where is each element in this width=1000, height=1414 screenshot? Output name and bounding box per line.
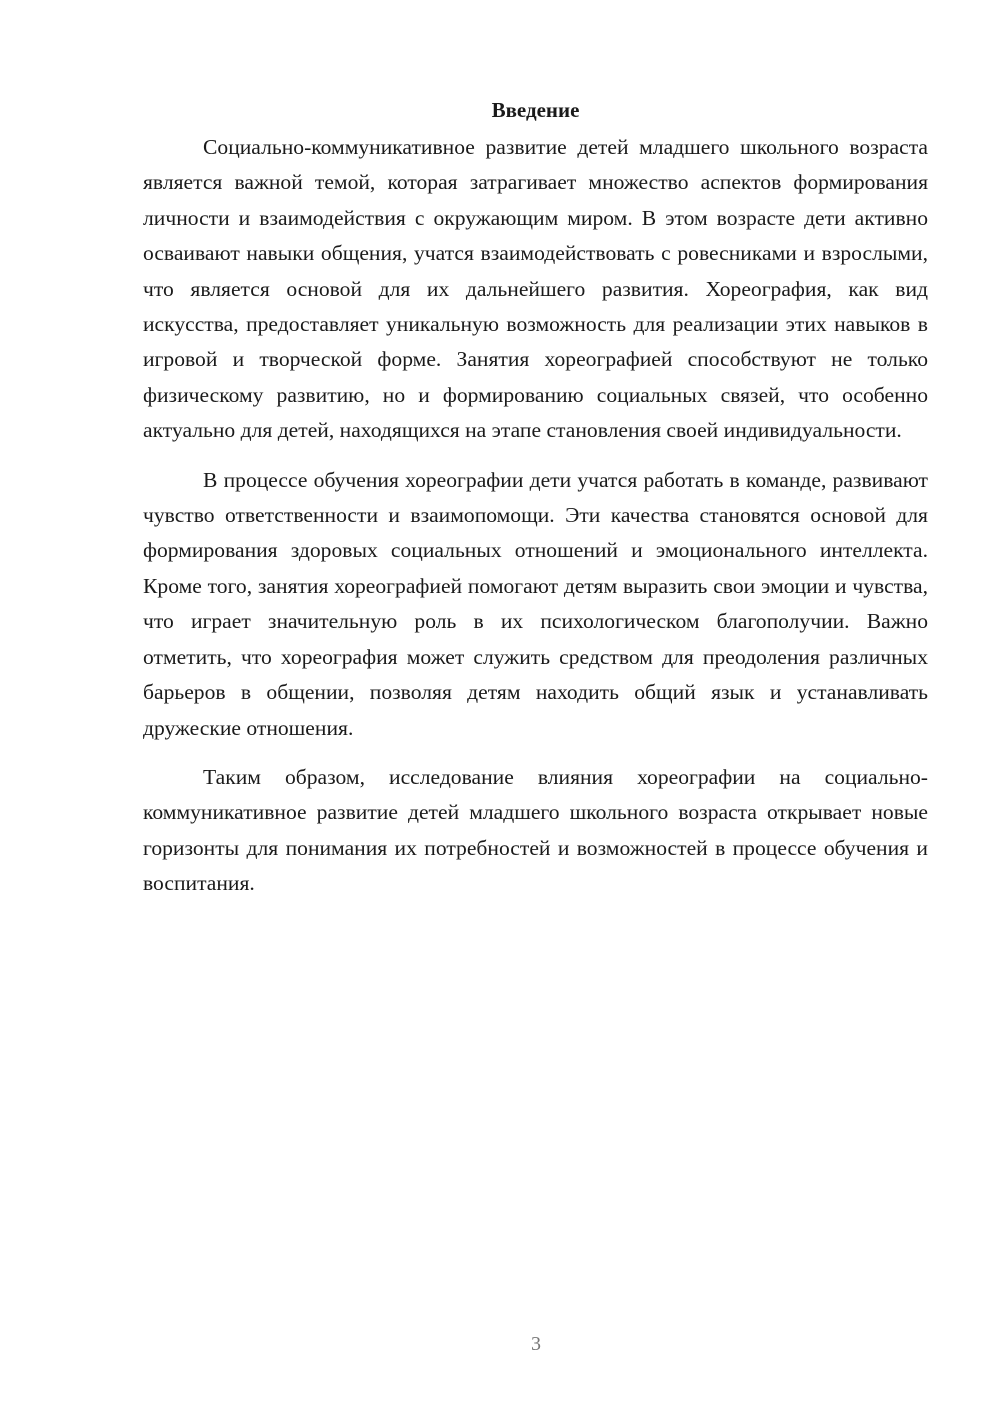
paragraph-1: Социально-коммуникативное развитие детей младшего школьного возраста является важной темой, которая затрагивает множество аспектов формирования личности и взаимодействия с окружающим миром. В этом возрасте дети активно осваивают навыки общения, учатся взаимодействовать с ровесниками и взрослыми, что является основой для их дальнейшего развития. Хореография, как вид искусства, предоставляет уникальную возможность для реализации этих навыков в игровой и творческой форме. Занятия хореографией способствуют не только физическому развитию, но и формированию социальных связей, что особенно актуально для детей, находящихся на этапе становления своей индивидуальности. [143,135,928,443]
paragraph-2: В процессе обучения хореографии дети учатся работать в команде, развивают чувство ответственности и взаимопомощи. Эти качества становятся основой для формирования здоровых социальных отношений и эмоционального интеллекта. Кроме того, занятия хореографией помогают детям выразить свои эмоции и чувства, что играет значительную роль в их психологическом благополучии. Важно отметить, что хореография может служить средством для преодоления различных барьеров в общении, позволяя детям находить общий язык и устанавливать дружеские отношения. [143,467,928,740]
paragraph-3: Таким образом, исследование влияния хореографии на социально-коммуникативное развитие детей младшего школьного возраста открывает новые горизонты для понимания их потребностей и возможностей в процессе обучения и воспитания. [143,764,928,896]
section-title: Введение [491,98,580,122]
page-number: 3 [531,1333,541,1355]
page-content [143,92,928,916]
